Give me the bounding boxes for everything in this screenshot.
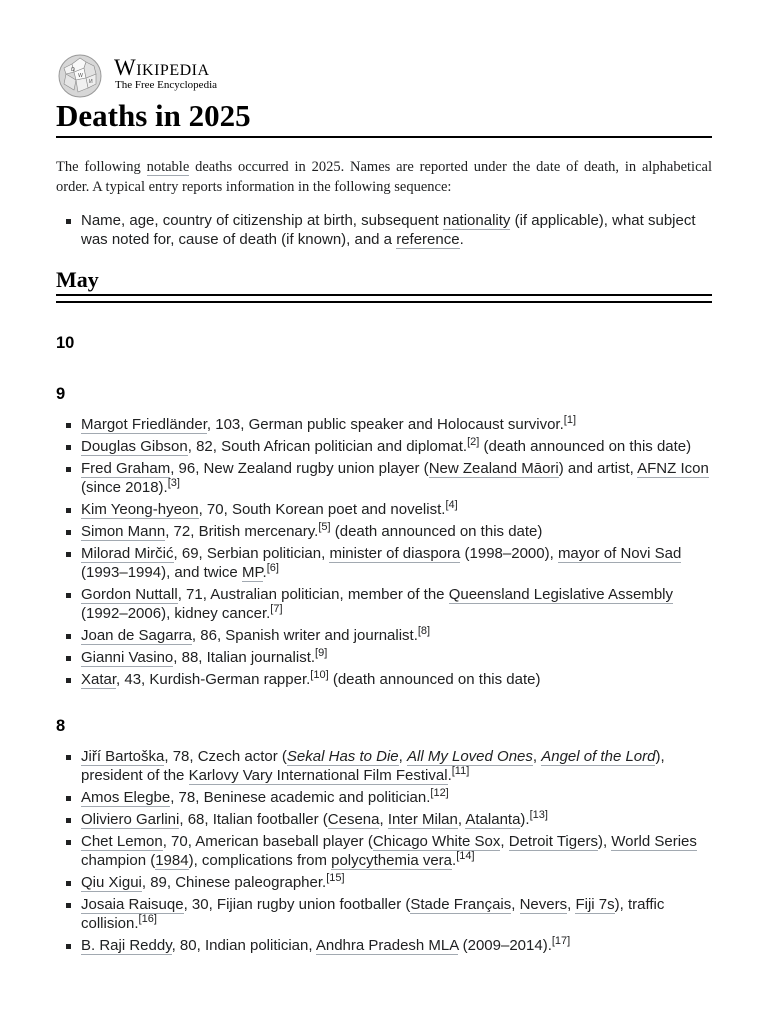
intro-text: The following	[56, 159, 147, 175]
entry-link[interactable]: Queensland Legislative Assembly	[448, 586, 673, 603]
site-header[interactable]	[56, 52, 356, 98]
entry-text: (2009–2014).	[458, 937, 552, 954]
reference-link[interactable]: [14]	[456, 850, 475, 862]
reference-link[interactable]: [17]	[551, 935, 571, 947]
entry-text: .	[447, 767, 452, 784]
entry-text: , 86, Spanish writer and journalist.	[191, 627, 418, 644]
person-link[interactable]: Chet Lemon	[81, 833, 163, 850]
entry-text: , 89, Chinese paleographer.	[141, 874, 327, 891]
entry-link[interactable]: Karlovy Vary International Film Festival	[188, 767, 448, 784]
death-entry	[56, 788, 712, 807]
person-link[interactable]: Joan de Sagarra	[81, 627, 192, 644]
death-entry	[56, 810, 712, 829]
entry-text: , 70, American baseball player (	[162, 833, 373, 850]
entry-link[interactable]: Angel of the Lord	[541, 748, 656, 765]
page-title: Deaths in 2025	[56, 96, 712, 138]
intro-paragraph	[56, 157, 712, 197]
entry-text: ),	[597, 833, 612, 850]
reference-link[interactable]: [9]	[315, 647, 328, 659]
reference-link[interactable]: reference	[396, 231, 460, 248]
svg-text:И: И	[89, 79, 93, 85]
reference-link[interactable]: [12]	[430, 787, 449, 799]
entry-text: ,	[532, 748, 542, 765]
entry-text: .	[262, 564, 267, 581]
svg-text:W: W	[78, 73, 83, 79]
entry-text: ,	[500, 833, 509, 850]
entry-text: , 72, British mercenary.	[165, 523, 319, 540]
death-entry	[56, 670, 712, 689]
entry-text: (since 2018).	[81, 479, 168, 496]
list-item: Name, age, country of citizenship at birth, subsequent nationality (if applicable), what subject was noted for, cause of death (if known), and a reference.	[56, 211, 712, 249]
entry-text: (1992–2006), kidney cancer.	[81, 605, 271, 622]
death-entry	[56, 936, 712, 955]
entry-link[interactable]: Inter Milan	[387, 811, 458, 828]
reference-link[interactable]: [1]	[563, 414, 576, 426]
person-link[interactable]: Douglas Gibson	[81, 438, 188, 455]
reference-link[interactable]: [3]	[167, 477, 180, 489]
wikipedia-globe-logo[interactable]	[56, 54, 104, 98]
entry-text: (1998–2000),	[460, 545, 558, 562]
entry-link[interactable]: Atalanta	[465, 811, 521, 828]
entry-link[interactable]: minister of diaspora	[329, 545, 461, 562]
entry-text: (1993–1994), and twice	[81, 564, 242, 581]
entry-link[interactable]: mayor of Novi Sad	[557, 545, 682, 562]
entry-text: ) and artist,	[558, 460, 638, 477]
person-link[interactable]: Jiří Bartoška	[81, 748, 165, 765]
death-entry	[56, 500, 712, 519]
person-link[interactable]: Kim Yeong-hyeon	[81, 501, 199, 518]
person-link[interactable]: Oliviero Garlini	[81, 811, 180, 828]
entry-text: ,	[379, 811, 388, 828]
entry-link[interactable]: All My Loved Ones	[406, 748, 533, 765]
entry-text: ,	[398, 748, 407, 765]
reference-link[interactable]: [13]	[529, 809, 548, 821]
intro-text: deaths occurred in 2025. Names are reported under the date of death, in alphabetical order. A typical entry reports information in the following sequence:	[56, 159, 712, 195]
reference-link[interactable]: [6]	[266, 562, 279, 574]
death-entry	[56, 459, 712, 497]
entry-link[interactable]: Chicago White Sox	[372, 833, 501, 850]
person-link[interactable]: Qiu Xigui	[81, 874, 142, 891]
entry-link[interactable]: Detroit Tigers	[508, 833, 598, 850]
entry-text: , 43, Kurdish-German rapper.	[116, 671, 311, 688]
day-heading-8: 8	[56, 717, 66, 735]
entry-text: , 103, German public speaker and Holocaust survivor.	[206, 416, 564, 433]
person-link[interactable]: Simon Mann	[81, 523, 166, 540]
entry-text: , 82, South African politician and diplomat.	[187, 438, 468, 455]
entry-link[interactable]: World Series	[611, 833, 697, 850]
entry-text: , 96, New Zealand rugby union player (	[170, 460, 429, 477]
person-link[interactable]: Fred Graham	[81, 460, 171, 477]
death-entry	[56, 895, 712, 933]
entry-text: , 70, South Korean poet and novelist.	[198, 501, 446, 518]
entry-text: , 68, Italian footballer (	[179, 811, 328, 828]
entry-text: , 71, Australian politician, member of the	[177, 586, 449, 603]
entry-format-list	[56, 211, 712, 252]
entry-text: ), president of the	[81, 748, 665, 784]
wikipedia-wordmark: Wikipedia	[114, 55, 210, 80]
reference-link[interactable]: [7]	[270, 603, 283, 615]
reference-link[interactable]: [10]	[310, 669, 329, 681]
entry-text: , 30, Fijian rugby union footballer (	[183, 896, 411, 913]
entry-text: ,	[457, 811, 466, 828]
entry-text: .	[452, 852, 457, 869]
deaths-list-9	[56, 415, 712, 692]
person-link[interactable]: Gianni Vasino	[81, 649, 174, 666]
entry-link[interactable]: Sekal Has to Die	[286, 748, 399, 765]
entry-text: ), traffic collision.	[81, 896, 665, 932]
death-entry	[56, 415, 712, 434]
entry-text: , 69, Serbian politician,	[173, 545, 330, 562]
reference-link[interactable]: [15]	[326, 872, 345, 884]
notable-link[interactable]: notable	[146, 159, 190, 175]
entry-link[interactable]: 1984	[155, 852, 189, 869]
death-entry	[56, 544, 712, 582]
entry-link[interactable]: AFNZ Icon	[637, 460, 709, 477]
entry-text: (death announced on this date)	[330, 523, 543, 540]
reference-link[interactable]: [4]	[445, 499, 458, 511]
entry-link[interactable]: Nevers	[519, 896, 568, 913]
entry-text: ).	[520, 811, 530, 828]
death-entry	[56, 873, 712, 892]
entry-link[interactable]: MP	[241, 564, 263, 581]
entry-text: , 78, Beninese academic and politician.	[170, 789, 431, 806]
day-heading-10: 10	[56, 334, 75, 352]
death-entry	[56, 626, 712, 645]
death-entry	[56, 832, 712, 870]
entry-text: , 88, Italian journalist.	[173, 649, 316, 666]
person-link[interactable]: Josaia Raisuqe	[81, 896, 184, 913]
reference-link[interactable]: [11]	[451, 765, 470, 777]
day-heading-9: 9	[56, 385, 66, 403]
entry-text: ,	[567, 896, 576, 913]
entry-text: , 80, Indian politician,	[171, 937, 316, 954]
death-entry	[56, 437, 712, 456]
entry-text: (death announced on this date)	[479, 438, 692, 455]
reference-link[interactable]: [16]	[138, 913, 157, 925]
entry-link[interactable]: Andhra Pradesh MLA	[315, 937, 459, 954]
person-link[interactable]: Gordon Nuttall	[81, 586, 178, 603]
deaths-list-8	[56, 747, 712, 958]
death-entry	[56, 585, 712, 623]
reference-link[interactable]: [5]	[318, 521, 331, 533]
nationality-link[interactable]: nationality	[442, 212, 511, 229]
entry-text: , 78, Czech actor (	[164, 748, 287, 765]
death-entry	[56, 747, 712, 785]
entry-text: (death announced on this date)	[328, 671, 541, 688]
death-entry	[56, 648, 712, 667]
entry-link[interactable]: polycythemia vera	[331, 852, 453, 869]
death-entry	[56, 522, 712, 541]
person-link[interactable]: Xatar	[81, 671, 117, 688]
person-link[interactable]: Margot Friedländer	[81, 416, 207, 433]
reference-link[interactable]: [2]	[467, 436, 480, 448]
person-link[interactable]: Milorad Mirčić	[81, 545, 174, 562]
svg-text:Ω: Ω	[71, 67, 75, 73]
entry-text: champion (	[81, 852, 156, 869]
entry-link[interactable]: Fiji 7s	[575, 896, 615, 913]
entry-text: ,	[511, 896, 520, 913]
person-link[interactable]: B. Raji Reddy	[81, 937, 172, 954]
entry-text: ), complications from	[188, 852, 332, 869]
person-link[interactable]: Amos Elegbe	[81, 789, 171, 806]
entry-link[interactable]: New Zealand Māori	[428, 460, 559, 477]
section-heading-may: May	[56, 266, 712, 296]
wikipedia-tagline: The Free Encyclopedia	[115, 79, 218, 91]
entry-link[interactable]: Stade Français	[410, 896, 512, 913]
section-divider	[56, 301, 712, 303]
reference-link[interactable]: [8]	[417, 625, 431, 637]
entry-link[interactable]: Cesena	[327, 811, 380, 828]
